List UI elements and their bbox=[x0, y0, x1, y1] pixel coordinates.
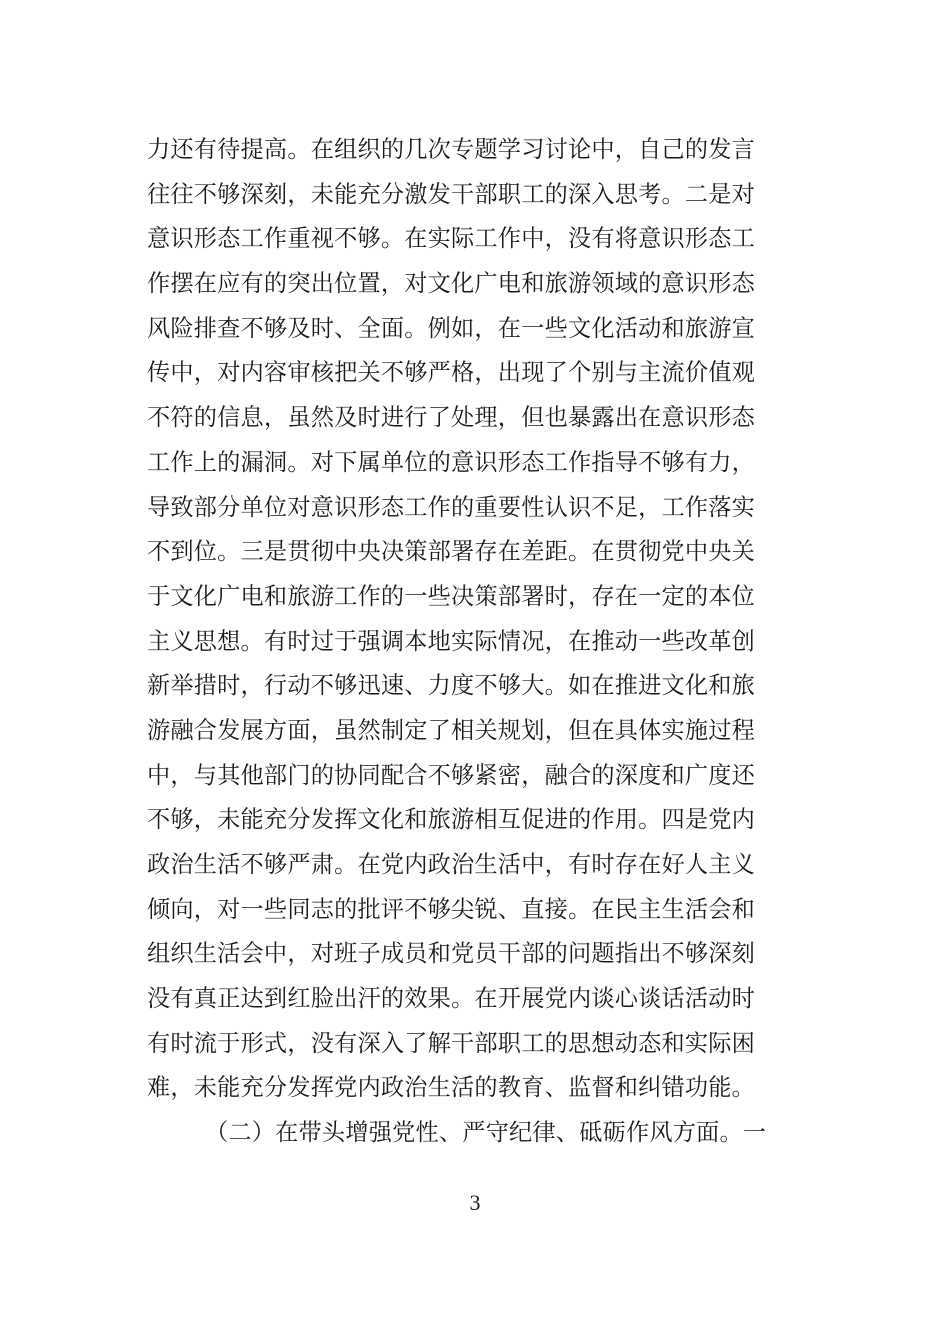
body-text bbox=[147, 128, 807, 1156]
text-line: 有时流于形式，没有深入了解干部职工的思想动态和实际困 bbox=[147, 1029, 756, 1057]
text-line: 导致部分单位对意识形态工作的重要性认识不足，工作落实 bbox=[147, 493, 756, 521]
text-line: 不到位。三是贯彻中央决策部署存在差距。在贯彻党中央关 bbox=[147, 538, 756, 566]
text-line: 主义思想。有时过于强调本地实际情况，在推动一些改革创 bbox=[147, 627, 756, 655]
text-line: 新举措时，行动不够迅速、力度不够大。如在推进文化和旅 bbox=[147, 672, 756, 700]
text-line: 于文化广电和旅游工作的一些决策部署时，存在一定的本位 bbox=[147, 582, 756, 610]
text-line: 倾向，对一些同志的批评不够尖锐、直接。在民主生活会和 bbox=[147, 895, 756, 923]
text-line: 作摆在应有的突出位置，对文化广电和旅游领域的意识形态 bbox=[147, 270, 756, 298]
page-number: 3 bbox=[469, 1190, 481, 1215]
text-line: 政治生活不够严肃。在党内政治生活中，有时存在好人主义 bbox=[147, 851, 756, 878]
text-line: 风险排查不够及时、全面。例如，在一些文化活动和旅游宣 bbox=[147, 314, 756, 342]
text-line: 往往不够深刻，未能充分激发干部职工的深入思考。二是对 bbox=[147, 180, 756, 208]
text-line: 不够，未能充分发挥文化和旅游相互促进的作用。四是党内 bbox=[147, 806, 756, 834]
text-line: 游融合发展方面，虽然制定了相关规划，但在具体实施过程 bbox=[147, 716, 756, 744]
text-line: 传中，对内容审核把关不够严格，出现了个别与主流价值观 bbox=[147, 359, 756, 387]
text-line: 意识形态工作重视不够。在实际工作中，没有将意识形态工 bbox=[147, 225, 756, 253]
text-line: 中，与其他部门的协同配合不够紧密，融合的深度和广度还 bbox=[147, 761, 756, 789]
text-line: 难，未能充分发挥党内政治生活的教育、监督和纠错功能。 bbox=[147, 1074, 756, 1102]
text-line: 组织生活会中，对班子成员和党员干部的问题指出不够深刻 bbox=[147, 940, 756, 968]
section-heading-line: （二）在带头增强党性、严守纪律、砥砺作风方面。一 bbox=[205, 1119, 767, 1147]
text-line: 力还有待提高。在组织的几次专题学习讨论中，自己的发言 bbox=[147, 136, 756, 163]
text-line: 没有真正达到红脸出汗的效果。在开展党内谈心谈话活动时 bbox=[147, 985, 756, 1013]
text-line: 不符的信息，虽然及时进行了处理，但也暴露出在意识形态 bbox=[147, 404, 756, 432]
text-line: 工作上的漏洞。对下属单位的意识形态工作指导不够有力， bbox=[147, 448, 756, 476]
